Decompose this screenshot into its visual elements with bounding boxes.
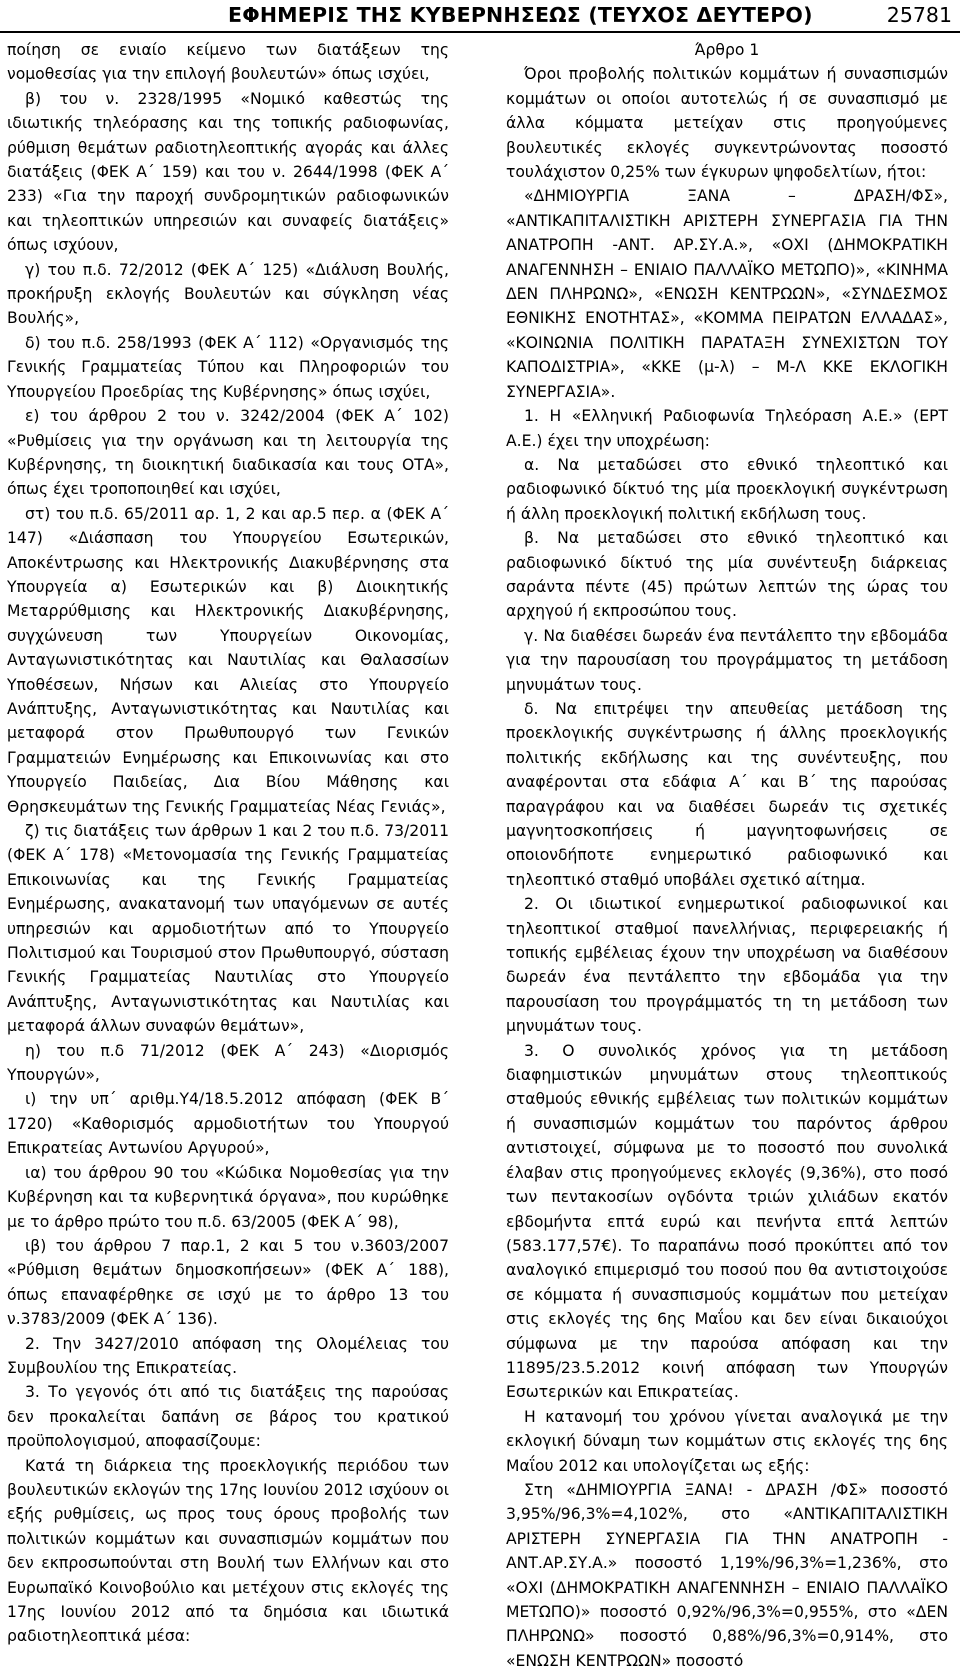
paragraph: δ. Να επιτρέψει την απευθείας μετάδοση της προεκλογικής συγκέντρωσης ή άλλης προεκλογικής πολιτικής εκδήλωσης και της συνέντευξης, που αναφέρονται στα εδάφια Α΄ και Β΄ της παρούσας παραγράφου και να διαθέσει δωρεάν τις σχετικές μαγνητοσκοπήσεις ή μαγνητοφωνήσεις σε οποιονδήποτε ενημερωτικό ραδιοφωνικό και τηλεοπτικό σταθμό υποβάλει σχετικό αίτημα. bbox=[506, 699, 948, 889]
paragraph: 2. Την 3427/2010 απόφαση της Ολομέλειας του Συμβουλίου της Επικρατείας. bbox=[7, 1334, 449, 1377]
paragraph: ι) την υπ΄ αριθμ.Υ4/18.5.2012 απόφαση (ΦΕΚ Β΄ 1720) «Καθορισμός αρμοδιοτήτων του Υπουργού Επικρατείας Αντωνίου Αργυρού», bbox=[7, 1090, 449, 1158]
paragraph: γ. Να διαθέσει δωρεάν ένα πεντάλεπτο την εβδομάδα για την παρουσίαση του προγράμματος τη μετάδοση μηνυμάτων τους. bbox=[506, 626, 948, 694]
paragraph: «ΔΗΜΙΟΥΡΓΙΑ ΞΑΝΑ – ΔΡΑΣΗ/ΦΣ», «ΑΝΤΙΚΑΠΙΤΑΛΙΣΤΙΚΗ ΑΡΙΣΤΕΡΗ ΣΥΝΕΡΓΑΣΙΑ ΓΙΑ ΤΗΝ ΑΝΑΤΡΟΠΗ -ΑΝΤ. ΑΡ.ΣΥ.Α.», «ΟΧΙ (ΔΗΜΟΚΡΑΤΙΚΗ ΑΝΑΓΕΝΝΗΣΗ – ΕΝΙΑΙΟ ΠΑΛΛΑΪΚΟ ΜΕΤΩΠΟ)», «ΚΙΝΗΜΑ ΔΕΝ ΠΛΗΡΩΝΩ», «ΕΝΩΣΗ ΚΕΝΤΡΩΩΝ», «ΣΥΝΔΕΣΜΟΣ ΕΘΝΙΚΗΣ ΕΝΟΤΗΤΑΣ», «ΚΟΜΜΑ ΠΕΙΡΑΤΩΝ ΕΛΛΑΔΑΣ», «ΚΟΙΝΩΝΙΑ ΠΟΛΙΤΙΚΗ ΠΑΡΑΤΑΞΗ ΣΥΝΕΧΙΣΤΩΝ ΤΟΥ ΚΑΠΟΔΙΣΤΡΙΑ», «ΚΚΕ (μ-λ) – Μ-Λ ΚΚΕ ΕΚΛΟΓΙΚΗ ΣΥΝΕΡΓΑΣΙΑ». bbox=[506, 187, 948, 401]
page-number: 25781 bbox=[886, 3, 952, 27]
paragraph: στ) του π.δ. 65/2011 αρ. 1, 2 και αρ.5 περ. α (ΦΕΚ Α΄ 147) «Διάσπαση του Υπουργείου Εσωτερικών, Αποκέντρωσης και Ηλεκτρονικής Διακυβέρνησης στα Υπουργεία α) Εσωτερικών και β) Διοικητικής Μεταρρύθμισης και Ηλεκτρονικής Διακυβέρνησης, συγχώνευση των Υπουργείων Οικονομίας, Ανταγωνιστικότητας και Ναυτιλίας και Θαλασσίων Υποθέσεων, Νήσων και Αλιείας στο Υπουργείο Ανάπτυξης, Ανταγωνιστικότητας και Ναυτιλίας και μεταφορά στον Πρωθυπουργό των Γενικών Γραμματειών Ενημέρωσης και Επικοινωνίας και στο Υπουργείο Παιδείας, Δια Βίου Μάθησης και Θρησκευμάτων της Γενικής Γραμματείας Νέας Γενιάς», bbox=[7, 504, 449, 816]
paragraph: γ) του π.δ. 72/2012 (ΦΕΚ Α΄ 125) «Διάλυση Βουλής, προκήρυξη εκλογής Βουλευτών και σύγκληση νέας Βουλής», bbox=[7, 260, 449, 328]
paragraph: ζ) τις διατάξεις των άρθρων 1 και 2 του π.δ. 73/2011 (ΦΕΚ Α΄ 178) «Μετονομασία της Γενικής Γραμματείας Επικοινωνίας και της Γενικής Γραμματείας Ενημέρωσης, ανακατανομή των υπαγόμενων σε αυτές υπηρεσιών και αρμοδιοτήτων από το Υπουργείο Πολιτισμού και Τουρισμού στον Πρωθυπουργό, σύσταση Γενικής Γραμματείας Ναυτιλίας στο Υπουργείο Ανάπτυξης, Ανταγωνιστικότητας και Ναυτιλίας και μεταφορά άλλων συναφών θεμάτων», bbox=[7, 822, 449, 1036]
paragraph: Όροι προβολής πολιτικών κομμάτων ή συνασπισμών κομμάτων οι οποίοι αυτοτελώς ή σε συνασπισμό με άλλα κόμματα μετείχαν στις προηγούμενες βουλευτικές εκλογές συγκεντρώνοντας ποσοστό τουλάχιστον 0,25% των έγκυρων ψηφοδελτίων, ήτοι: bbox=[506, 65, 948, 182]
paragraph: ιβ) του άρθρου 7 παρ.1, 2 και 5 του ν.3603/2007 «Ρύθμιση θεμάτων δημοσκοπήσεων» (ΦΕΚ Α΄ 188), όπως επαναφέρθηκε σε ισχύ με το άρθρο 13 του ν.3783/2009 (ΦΕΚ Α΄ 136). bbox=[7, 1236, 449, 1329]
right-column bbox=[506, 38, 948, 1673]
page-header bbox=[0, 0, 960, 34]
header-divider bbox=[0, 31, 960, 33]
paragraph: 1. Η «Ελληνική Ραδιοφωνία Τηλεόραση Α.Ε.» (ΕΡΤ Α.Ε.) έχει την υποχρέωση: bbox=[506, 407, 948, 450]
paragraph: δ) του π.δ. 258/1993 (ΦΕΚ Α΄ 112) «Οργανισμός της Γενικής Γραμματείας Τύπου και Πληροφοριών του Υπουργείου Προεδρίας της Κυβέρνησης» όπως ισχύει, bbox=[7, 333, 449, 401]
paragraph: Κατά τη διάρκεια της προεκλογικής περιόδου των βουλευτικών εκλογών της 17ης Ιουνίου 2012 ισχύουν οι εξής ρυθμίσεις, ως προς τους όρους προβολής των πολιτικών κομμάτων και συνασπισμών κομμάτων που δεν εκπροσωπούνται στη Βουλή των Ελλήνων και στο Ευρωπαϊκό Κοινοβούλιο και μετέχουν στις εκλογές της 17ης Ιουνίου 2012 από τα δημόσια και ιδιωτικά ραδιοτηλεοπτικά μέσα: bbox=[7, 1456, 449, 1646]
article-title: Άρθρο 1 bbox=[694, 41, 760, 59]
paragraph: β) του ν. 2328/1995 «Νομικό καθεστώς της ιδιωτικής τηλεόρασης και της τοπικής ραδιοφωνίας, ρύθμιση θεμάτων ραδιοτηλεοπτικής αγοράς και άλλες διατάξεις (ΦΕΚ Α΄ 159) και του ν. 2644/1998 (ΦΕΚ Α΄ 233) «Για την παροχή συνδρομητικών ραδιοφωνικών και τηλεοπτικών υπηρεσιών και συναφείς διατάξεις» όπως ισχύουν, bbox=[7, 89, 449, 255]
paragraph: ε) του άρθρου 2 του ν. 3242/2004 (ΦΕΚ Α΄ 102) «Ρυθμίσεις για την οργάνωση και τη λειτουργία της Κυβέρνησης, τη διοικητική διαδικασία και τους ΟΤΑ», όπως έχει τροποποιηθεί και ισχύει, bbox=[7, 407, 449, 499]
gazette-title: ΕΦΗΜΕΡΙΣ ΤΗΣ ΚΥΒΕΡΝΗΣΕΩΣ (ΤΕΥΧΟΣ ΔΕΥΤΕΡΟ) bbox=[228, 3, 813, 27]
paragraph: 2. Οι ιδιωτικοί ενημερωτικοί ραδιοφωνικοί και τηλεοπτικοί σταθμοί πανελλήνιας, περιφερειακής ή τοπικής εμβέλειας έχουν την υποχρέωση να διαθέσουν δωρεάν ένα πεντάλεπτο την εβδομάδα για την παρουσίαση του προγράμματός τη τη μετάδοση των μηνυμάτων τους. bbox=[506, 895, 948, 1036]
paragraph: Η κατανομή του χρόνου γίνεται αναλογικά με την εκλογική δύναμη των κομμάτων στις εκλογές της 6ης Μαΐου 2012 και υπολογίζεται ως εξής: bbox=[506, 1407, 948, 1475]
paragraph: ποίηση σε ενιαίο κείμενο των διατάξεων της νομοθεσίας για την επιλογή βουλευτών» όπως ισχύει, bbox=[7, 41, 449, 84]
paragraph: 3. Ο συνολικός χρόνος για τη μετάδοση διαφημιστικών μηνυμάτων στους τηλεοπτικούς σταθμούς εθνικής εμβέλειας των πολιτικών κομμάτων ή συνασπισμών κομμάτων του παρόντος άρθρου αντιστοιχεί, σύμφωνα με το ποσοστό που συνολικά έλαβαν στις προηγούμενες εκλογές (9,36%), στο ποσό των πεντακοσίων ογδόντα τριών χιλιάδων εκατόν εβδομήντα επτά ευρώ και πενήντα επτά λεπτών (583.177,57€). Το παραπάνω ποσό προκύπτει από τον αναλογικό επιμερισμό του ποσού που θα αντιστοιχούσε σε κόμματα ή συνασπισμούς κομμάτων που μετείχαν στις εκλογές της 6ης Μαΐου και δεν είναι δικαιούχοι σύμφωνα με την παρούσα απόφαση και την 11895/23.5.2012 κοινή απόφαση των Υπουργών Εσωτερικών και Επικρατείας. bbox=[506, 1041, 948, 1402]
paragraph: β. Να μεταδώσει στο εθνικό τηλεοπτικό και ραδιοφωνικό δίκτυό της μία συνέντευξη διάρκειας σαράντα πέντε (45) πρώτων λεπτών της ώρας του αρχηγού ή εκπροσώπου τους. bbox=[506, 529, 948, 621]
paragraph: α. Να μεταδώσει στο εθνικό τηλεοπτικό και ραδιοφωνικό δίκτυό της μία προεκλογική συγκέντρωση ή άλλη προεκλογική πολιτική εκδήλωση τους. bbox=[506, 455, 948, 523]
paragraph: 3. Το γεγονός ότι από τις διατάξεις της παρούσας δεν προκαλείται δαπάνη σε βάρος του κρατικού προϋπολογισμού, αποφασίζουμε: bbox=[7, 1383, 449, 1451]
paragraph: ια) του άρθρου 90 του «Κώδικα Νομοθεσίας για την Κυβέρνηση και τα κυβερνητικά όργανα», που κυρώθηκε με το άρθρο πρώτο του π.δ. 63/2005 (ΦΕΚ Α΄ 98), bbox=[7, 1163, 449, 1231]
paragraph: Στη «ΔΗΜΙΟΥΡΓΙΑ ΞΑΝΑ! - ΔΡΑΣΗ /ΦΣ» ποσοστό 3,95%/96,3%=4,102%, στο «ΑΝΤΙΚΑΠΙΤΑΛΙΣΤΙΚΗ ΑΡΙΣΤΕΡΗ ΣΥΝΕΡΓΑΣΙΑ ΓΙΑ ΤΗΝ ΑΝΑΤΡΟΠΗ - ΑΝΤ.ΑΡ.ΣΥ.Α.» ποσοστό 1,19%/96,3%=1,236%, στο «ΟΧΙ (ΔΗΜΟΚΡΑΤΙΚΗ ΑΝΑΓΕΝΝΗΣΗ – ΕΝΙΑΙΟ ΠΑΛΛΑΪΚΟ ΜΕΤΩΠΟ)» ποσοστό 0,92%/96,3%=0,955%, στο «ΔΕΝ ΠΛΗΡΩΝΩ» ποσοστό 0,88%/96,3%=0,914%, στο «ΕΝΩΣΗ ΚΕΝΤΡΩΩΝ» ποσοστό bbox=[506, 1480, 948, 1670]
paragraph: η) του π.δ 71/2012 (ΦΕΚ Α΄ 243) «Διορισμός Υπουργών», bbox=[7, 1041, 449, 1085]
left-column bbox=[7, 38, 449, 1649]
